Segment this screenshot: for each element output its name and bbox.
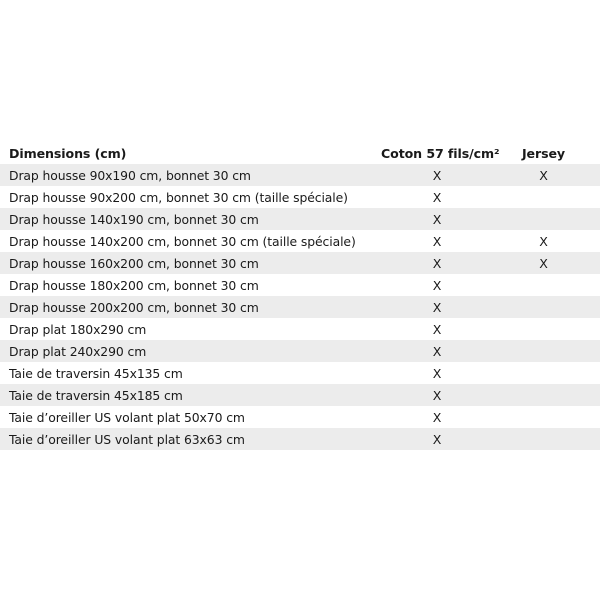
- table-row: [0, 296, 600, 318]
- header-coton: Coton 57 fils/cm²: [381, 145, 500, 161]
- jersey-mark: X: [539, 255, 548, 271]
- table-row: [0, 362, 600, 384]
- row-label: Drap housse 160x200 cm, bonnet 30 cm: [9, 255, 259, 271]
- table-row: [0, 252, 600, 274]
- coton-mark: X: [432, 277, 442, 293]
- row-label: Drap housse 90x200 cm, bonnet 30 cm (taille spéciale): [9, 189, 348, 205]
- coton-mark: X: [432, 387, 442, 403]
- coton-mark: X: [432, 409, 442, 425]
- table-row: [0, 186, 600, 208]
- table-row: [0, 406, 600, 428]
- coton-mark: X: [432, 321, 442, 337]
- coton-mark: X: [432, 343, 442, 359]
- table-row: [0, 428, 600, 450]
- row-label: Taie de traversin 45x185 cm: [9, 387, 183, 403]
- row-label: Drap housse 90x190 cm, bonnet 30 cm: [9, 167, 251, 183]
- jersey-mark: X: [539, 233, 548, 249]
- table-row: [0, 318, 600, 340]
- coton-mark: X: [432, 189, 442, 205]
- row-label: Taie d’oreiller US volant plat 63x63 cm: [9, 431, 245, 447]
- table-row: [0, 274, 600, 296]
- jersey-mark: X: [539, 167, 548, 183]
- row-label: Drap housse 140x190 cm, bonnet 30 cm: [9, 211, 259, 227]
- coton-mark: X: [432, 431, 442, 447]
- row-label: Drap plat 240x290 cm: [9, 343, 147, 359]
- coton-mark: X: [432, 233, 442, 249]
- header-dimensions: Dimensions (cm): [9, 145, 127, 161]
- availability-table: [0, 142, 600, 450]
- row-label: Drap housse 140x200 cm, bonnet 30 cm (taille spéciale): [9, 233, 356, 249]
- table-row: [0, 230, 600, 252]
- row-label: Taie de traversin 45x135 cm: [9, 365, 183, 381]
- coton-mark: X: [432, 211, 442, 227]
- coton-mark: X: [432, 299, 442, 315]
- row-label: Drap housse 180x200 cm, bonnet 30 cm: [9, 277, 259, 293]
- table-row: [0, 208, 600, 230]
- coton-mark: X: [432, 365, 442, 381]
- coton-mark: X: [432, 167, 442, 183]
- table-row: [0, 340, 600, 362]
- row-label: Taie d’oreiller US volant plat 50x70 cm: [9, 409, 245, 425]
- table-header-row: [0, 142, 600, 164]
- coton-mark: X: [432, 255, 442, 271]
- table-row: [0, 384, 600, 406]
- row-label: Drap housse 200x200 cm, bonnet 30 cm: [9, 299, 259, 315]
- row-label: Drap plat 180x290 cm: [9, 321, 147, 337]
- header-jersey: Jersey: [521, 145, 566, 161]
- table-row: [0, 164, 600, 186]
